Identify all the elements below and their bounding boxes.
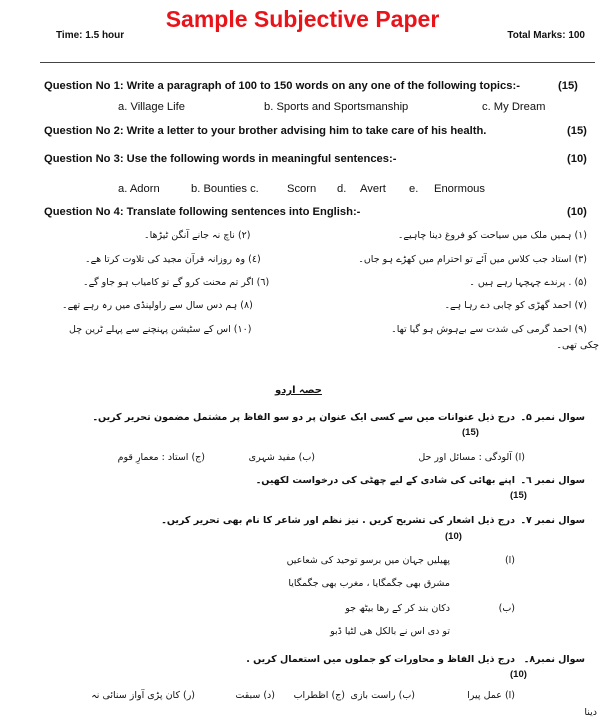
q7-verse-b1: دکان بند کر کے رھا بیٹھ جو (345, 603, 450, 614)
q4-sentence-10: (۱۰) اس کے سٹیشن پہنچنے سے پہلے ٹرین چل (69, 324, 252, 335)
q5-option-a: (ا) آلودگی : مسائل اور حل (418, 452, 525, 463)
question-4-marks: (10) (567, 206, 587, 218)
q8-continuation: دینا (584, 707, 597, 718)
q3-option-c: Scorn (287, 183, 317, 195)
question-4-text: Question No 4: Translate following sentences into English:- (44, 206, 361, 218)
q4-sentence-8: (۸) ہم دس سال سے راولپنڈی میں رہ رہے تھے۔ (62, 300, 253, 311)
q8-option-b: (ب) راست بازی (350, 690, 415, 701)
q8-option-c: (ج) اظطراب (293, 690, 345, 701)
q4-sentence-5: (۵) . پرندے چہچہا رہے ہیں ۔ (469, 277, 587, 288)
q3-option-d: Avert (360, 183, 386, 195)
q3-option-e-letter: e. (409, 183, 419, 195)
time-label: Time: 1.5 hour (56, 30, 125, 41)
question-3-marks: (10) (567, 153, 587, 165)
question-7-marks: (10) (445, 531, 462, 542)
q1-option-c: c. My Dream (482, 101, 546, 113)
question-6-text: اپنے بھائی کی شادی کے لیے چھٹی کی درخواست لکھیں۔ (255, 475, 515, 486)
header-divider (40, 62, 595, 63)
question-8-marks: (10) (510, 669, 527, 680)
question-6-marks: (15) (510, 490, 527, 501)
question-1-text: Question No 1: Write a paragraph of 100 to 150 words on any one of the following topics:- (44, 80, 520, 92)
question-2-marks: (15) (567, 125, 587, 137)
q1-option-b: b. Sports and Sportsmanship (264, 101, 409, 113)
question-5-label: سوال نمبر ۵۔ (520, 412, 585, 423)
question-6-label: سوال نمبر ٦۔ (520, 475, 585, 486)
q3-option-e: Enormous (434, 183, 485, 195)
q7-verse-a1: پھیلیں جہان میں برسو توحید کی شعاعیں (286, 555, 450, 566)
q4-sentence-2: (۲) ناچ نہ جانے آنگن ٹیڑھا۔ (144, 230, 251, 241)
q5-option-c: (ج) استاد : معمارِ قوم (117, 452, 205, 463)
q7-part-a-label: (ا) (504, 555, 515, 566)
question-7-label: سوال نمبر ۷۔ (520, 515, 585, 526)
question-5-text: درج ذیل عنوانات میں سے کسی ایک عنوان پر دو سو الفاظ پر مشتمل مضمون تحریر کریں۔ (92, 412, 515, 423)
question-8-text: درج ذیل الفاظ و محاورات کو جملوں میں استعمال کریں . (246, 654, 515, 665)
q4-sentence-6: (٦) اگر تم محنت کرو گے تو کامیاب ہو جاو گے۔ (83, 277, 270, 288)
q7-verse-a2: مشرق بھی جگمگایا ، مغرب بھی جگمگایا (288, 578, 450, 589)
paper-title: Sample Subjective Paper (165, 6, 440, 32)
q5-option-b: (ب) مفید شہری (248, 452, 315, 463)
question-3-text: Question No 3: Use the following words in meaningful sentences:- (44, 153, 397, 165)
q7-verse-b2: تو دی اس نے بالکل ھی لٹیا ڈبو (330, 626, 450, 637)
q4-sentence-7: (۷) احمد گھڑی کو چابی دے رہا ہے۔ (444, 300, 587, 311)
q7-part-b-label: (ب) (498, 603, 515, 614)
q8-option-e: (ر) کان پڑی آواز سنائی نہ (91, 690, 195, 701)
question-8-label: سوال نمبر۸۔ (523, 654, 585, 665)
question-5-marks: (15) (462, 427, 479, 438)
question-7-text: درج ذیل اشعار کی تشریح کریں . نیز نظم اور شاعر کا نام بھی تحریر کریں۔ (161, 515, 515, 526)
q4-sentence-10-continuation: چکی تھی۔ (556, 340, 599, 351)
total-marks-label: Total Marks: 100 (507, 30, 585, 41)
q4-sentence-9: (۹) احمد گرمی کی شدت سے بےہوش ہو گیا تھا۔ (391, 324, 587, 335)
question-1-marks: (15) (558, 80, 578, 92)
q3-option-b: b. Bounties c. (191, 183, 259, 195)
q3-option-a: a. Adorn (118, 183, 160, 195)
q8-option-a: (ا) عمل پیرا (467, 690, 515, 701)
q1-option-a: a. Village Life (118, 101, 185, 113)
q8-option-d: (د) سبقت (235, 690, 275, 701)
q4-sentence-1: (۱) ہمیں ملک میں سیاحت کو فروغ دینا چاہیے۔ (397, 230, 587, 241)
question-2-text: Question No 2: Write a letter to your brother advising him to take care of his health. (44, 125, 487, 137)
q3-option-d-letter: d. (337, 183, 347, 195)
q4-sentence-4: (٤) وہ روزانہ قرآن مجید کی تلاوت کرتا ھے۔ (85, 254, 261, 265)
urdu-section-heading: حصہ اردو (275, 385, 322, 396)
q4-sentence-3: (۳) استاد جب کلاس میں آئے تو احترام میں کھڑے ہو جاں۔ (358, 254, 587, 265)
